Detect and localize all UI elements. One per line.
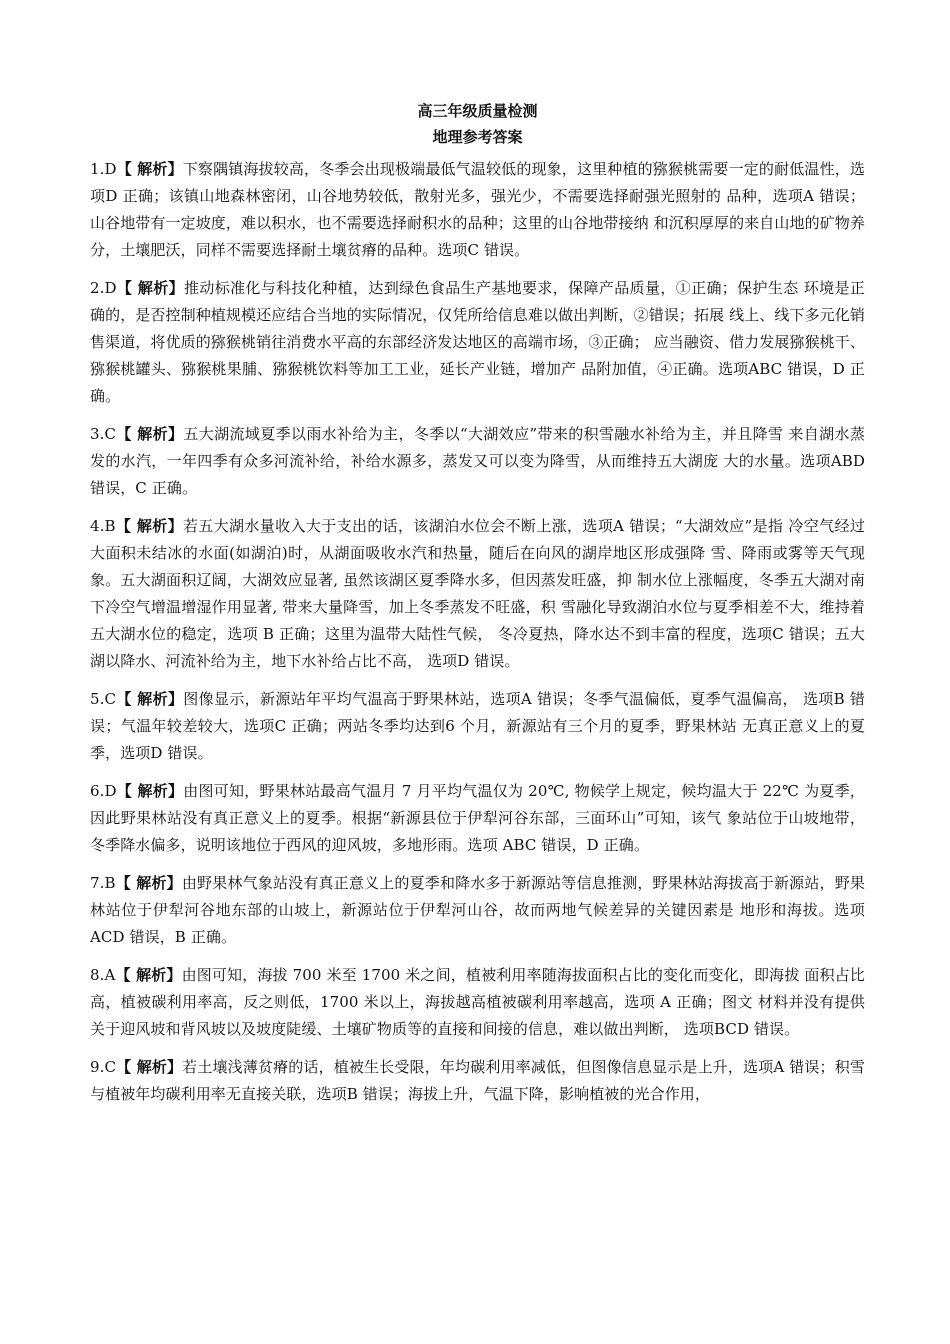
answer-item bbox=[90, 962, 865, 1043]
answer-item bbox=[90, 870, 865, 951]
answer-number: 4.B bbox=[90, 517, 116, 535]
document-title: 高三年级质量检测 bbox=[417, 102, 538, 120]
answer-number: 9.C bbox=[90, 1058, 117, 1076]
answer-text: 五大湖流域夏季以雨水补给为主，冬季以“大湖效应”带来的积雪融水补给为主，并且降雪 来自湖水蒸发的水汽，一年四季有众多河流补给，补给水源多，蒸发又可以变为降雪，从而维持五大湖庞 大的水量。选项ABD 错误，C 正确。 bbox=[90, 425, 865, 497]
answer-text: 下察隅镇海拔较高，冬季会出现极端最低气温较低的现象，这里种植的猕猴桃需要一定的耐低温性，选项D 正确；该镇山地森林密闭，山谷地势较低，散射光多，强光少，不需要选择耐强光照射的 品种，选项A 错误；山谷地带有一定坡度，难以积水，也不需要选择耐积水的品种；这里的山谷地带接纳 和沉积厚厚的来自山地的矿物养分，土壤肥沃，同样不需要选择耐土壤贫瘠的品种。选项C 错误。 bbox=[90, 160, 865, 259]
answer-text: 若五大湖水量收入大于支出的话，该湖泊水位会不断上涨，选项A 错误；“大湖效应”是指 冷空气经过大面积未结冰的水面(如湖泊)时，从湖面吸收水汽和热量，随后在向风的湖岸地区形成强降 雪、降雨或雾等天气现象。五大湖面积辽阔，大湖效应显著, 虽然该湖区夏季降水多，但因蒸发旺盛，抑 制水位上涨幅度，冬季五大湖对南下冷空气增温增湿作用显著, 带来大量降雪，加上冬季蒸发不旺盛，积 雪融化导致湖泊水位与夏季相差不大，维持着五大湖水位的稳定，选项 B 正确；这里为温带大陆性气候， 冬冷夏热，降水达不到丰富的程度，选项C 错误；五大湖以降水、河流补给为主，地下水补给占比不高， 选项D 错误。 bbox=[90, 517, 865, 670]
document-subtitle: 地理参考答案 bbox=[432, 128, 523, 146]
answer-number: 3.C bbox=[90, 425, 117, 443]
answer-item bbox=[90, 513, 865, 675]
answer-item bbox=[90, 275, 865, 410]
answer-number: 6.D bbox=[90, 782, 117, 800]
answer-text: 由图可知，海拔 700 米至 1700 米之间，植被利用率随海拔面积占比的变化而变化，即海拔 面积占比高，植被碳利用率高，反之则低，1700 米以上，海拔越高植被碳利用率越高，选项 A 正确；图文 材料并没有提供关于迎风坡和背风坡以及坡度陡缓、土壤矿物质等的直接和间接的信息，难以做出判断， 选项BCD 错误。 bbox=[90, 966, 865, 1038]
answer-text: 若土壤浅薄贫瘠的话，植被生长受限，年均碳利用率减低，但图像信息显示是上升，选项A 错误；积雪与植被年均碳利用率无直接关联，选项B 错误；海拔上升，气温下降，影响植被的光合作用， bbox=[90, 1058, 865, 1103]
analysis-tag: 【 解析】 bbox=[116, 279, 184, 297]
analysis-tag: 【 解析】 bbox=[115, 517, 183, 535]
answer-item bbox=[90, 421, 865, 502]
answer-item bbox=[90, 686, 865, 767]
answer-text: 图像显示，新源站年平均气温高于野果林站，选项A 错误；冬季气温偏低，夏季气温偏高， 选项B 错误；气温年较差较大，选项C 正确；两站冬季均达到6 个月，新源站有三个月的夏季，野果林站 无真正意义上的夏季，选项D 错误。 bbox=[90, 690, 865, 762]
analysis-tag: 【 解析】 bbox=[115, 966, 182, 984]
answer-text: 由野果林气象站没有真正意义上的夏季和降水多于新源站等信息推测，野果林站海拔高于新源站，野果林站位于伊犁河谷地东部的山坡上，新源站位于伊犁河山谷，故而两地气候差异的关键因素是 地形和海拔。选项ACD 错误，B 正确。 bbox=[90, 874, 865, 946]
answer-number: 8.A bbox=[90, 966, 116, 984]
answer-item bbox=[90, 156, 865, 264]
analysis-tag: 【 解析】 bbox=[116, 690, 184, 708]
answer-number: 2.D bbox=[90, 279, 117, 297]
answer-number: 1.D bbox=[90, 160, 117, 178]
answer-item bbox=[90, 778, 865, 859]
analysis-tag: 【 解析】 bbox=[116, 1058, 183, 1076]
answer-number: 7.B bbox=[90, 874, 116, 892]
answer-list bbox=[90, 156, 865, 1108]
analysis-tag: 【 解析】 bbox=[116, 425, 184, 443]
answer-number: 5.C bbox=[90, 690, 117, 708]
answer-text: 推动标准化与科技化种植，达到绿色食品生产基地要求，保障产品质量，①正确；保护生态 环境是正确的，是否控制种植规模还应结合当地的实际情况，仅凭所给信息难以做出判断，②错误；拓展 线上、线下多元化销售渠道，将优质的猕猴桃销往消费水平高的东部经济发达地区的高端市场，③正确； 应当融资、借力发展猕猴桃干、猕猴桃罐头、猕猴桃果脯、猕猴桃饮料等加工工业，延长产业链，增加产 品附加值，④正确。选项ABC 错误，D 正确。 bbox=[90, 279, 865, 405]
analysis-tag: 【 解析】 bbox=[116, 782, 184, 800]
analysis-tag: 【 解析】 bbox=[116, 160, 183, 178]
analysis-tag: 【 解析】 bbox=[115, 874, 182, 892]
answer-item bbox=[90, 1054, 865, 1108]
answer-text: 由图可知，野果林站最高气温月 7 月平均气温仅为 20℃, 物候学上规定，候均温大于 22℃ 为夏季，因此野果林站没有真正意义上的夏季。根据“新源县位于伊犁河谷东部，三面环山”可知，该气 象站位于山坡地带，冬季降水偏多，说明该地位于西风的迎风坡，多地形雨。选项 ABC 错误，D 正确。 bbox=[90, 782, 865, 854]
document-page bbox=[90, 98, 865, 1119]
